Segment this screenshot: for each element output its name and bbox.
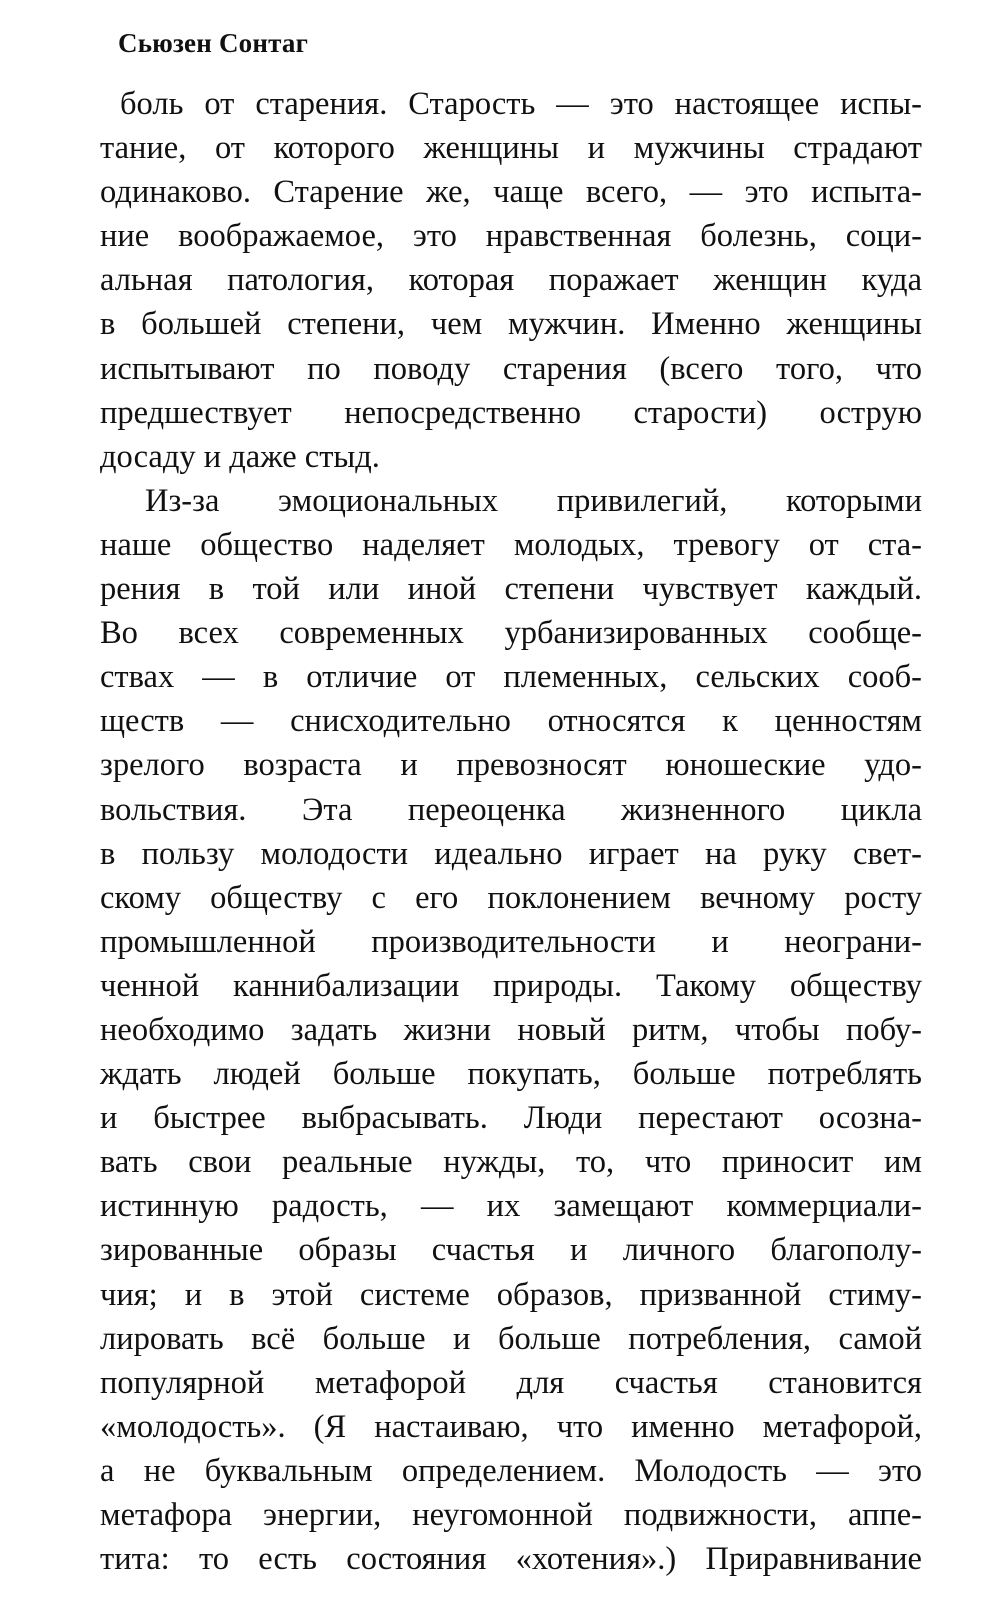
text-line: промышленной производительности и неограни-	[100, 923, 922, 960]
text-line: вольствия. Эта переоценка жизненного цикла	[100, 791, 922, 828]
text-line: ствах — в отличие от племенных, сельских сооб-	[100, 659, 922, 696]
text-line: вать свои реальные нужды, то, что приносит им	[100, 1144, 922, 1181]
text-line: рения в той или иной степени чувствует каждый.	[100, 571, 922, 608]
text-line: в большей степени, чем мужчин. Именно женщины	[100, 306, 922, 343]
paragraph-2	[100, 479, 922, 1581]
text-line: ждать людей больше покупать, больше потреблять	[100, 1056, 922, 1093]
text-line: наше общество наделяет молодых, тревогу от ста-	[100, 526, 922, 563]
running-head-author: Сьюзен Сонтаг	[118, 28, 309, 58]
text-line: ние воображаемое, это нравственная болезнь, соци-	[100, 218, 922, 255]
text-line: метафора энергии, неугомонной подвижности, аппе-	[100, 1497, 922, 1533]
text-line: досаду и даже стыд.	[100, 438, 380, 475]
text-line: предшествует непосредственно старости) острую	[100, 394, 922, 431]
text-line: чия; и в этой системе образов, призванной стиму-	[100, 1276, 922, 1313]
text-line: Во всех современных урбанизированных сообще-	[100, 615, 922, 652]
paragraph-1	[100, 82, 922, 479]
text-line: лировать всё больше и больше потребления, самой	[100, 1320, 922, 1357]
text-line: в пользу молодости идеально играет на руку свет-	[100, 835, 922, 872]
text-line: «молодость». (Я настаиваю, что именно метафорой,	[100, 1408, 922, 1445]
text-line: боль от старения. Старость — это настоящее испы-	[120, 86, 922, 122]
text-line: популярной метафорой для счастья становится	[100, 1364, 922, 1401]
text-line: ченной каннибализации природы. Такому обществу	[100, 967, 922, 1004]
text-line: необходимо задать жизни новый ритм, чтобы побу-	[100, 1011, 922, 1048]
text-line: и быстрее выбрасывать. Люди перестают осозна-	[100, 1100, 922, 1137]
text-line: истинную радость, — их замещают коммерциали-	[100, 1188, 922, 1225]
text-line: тита: то есть состояния «хотения».) Приравнивание	[100, 1541, 922, 1578]
text-line: а не буквальным определением. Молодость — это	[100, 1452, 922, 1489]
text-line: ществ — снисходительно относятся к ценностям	[100, 703, 922, 740]
text-line: тание, от которого женщины и мужчины страдают	[100, 130, 922, 167]
text-line: альная патология, которая поражает женщин куда	[100, 262, 922, 299]
text-line: зрелого возраста и превозносят юношеские удо-	[100, 747, 922, 784]
text-line: зированные образы счастья и личного благополу-	[100, 1232, 922, 1269]
text-line: испытывают по поводу старения (всего того, что	[100, 350, 922, 387]
text-line: Из-за эмоциональных привилегий, которыми	[145, 482, 922, 519]
text-line: одинаково. Старение же, чаще всего, — это испыта-	[100, 174, 922, 211]
text-line: скому обществу с его поклонением вечному росту	[100, 879, 922, 916]
body-text	[100, 82, 922, 1581]
